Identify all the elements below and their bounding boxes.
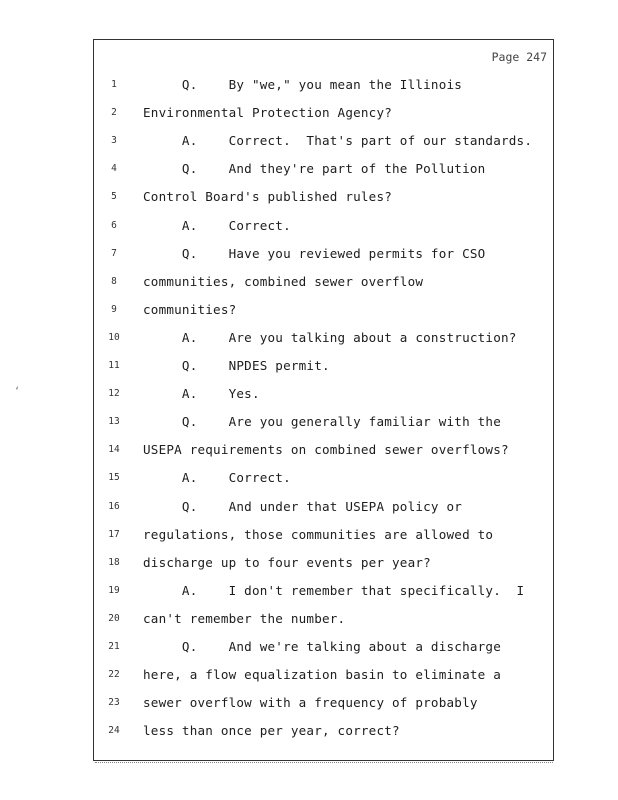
transcript-line: Q. And we're talking about a discharge bbox=[143, 639, 501, 654]
transcript-line: A. Yes. bbox=[143, 386, 260, 402]
transcript-line: Q. Have you reviewed permits for CSO bbox=[143, 245, 486, 261]
transcript-line: Q. By "we," you mean the Illinois bbox=[143, 77, 463, 92]
transcript-line: regulations, those communities are allowed to bbox=[143, 526, 494, 542]
transcript-line: A. Correct. bbox=[143, 217, 291, 233]
transcript-line: USEPA requirements on combined sewer overflows? bbox=[143, 442, 509, 458]
transcript-line: Q. And they're part of the Pollution bbox=[143, 161, 486, 177]
line-number: 4 bbox=[111, 163, 117, 175]
line-number: 10 bbox=[108, 331, 120, 343]
transcript-line: less than once per year, correct? bbox=[143, 723, 400, 739]
transcript-line: communities, combined sewer overflow bbox=[143, 273, 424, 289]
line-number: 15 bbox=[108, 472, 120, 484]
line-number: 3 bbox=[111, 135, 117, 147]
line-number: 12 bbox=[108, 388, 120, 400]
line-number: 18 bbox=[108, 556, 120, 568]
transcript-line: Q. NPDES permit. bbox=[143, 358, 330, 373]
transcript-line: Q. Are you generally familiar with the bbox=[143, 414, 501, 430]
transcript-line: sewer overflow with a frequency of probably bbox=[143, 695, 478, 711]
transcript-line: Control Board's published rules? bbox=[143, 189, 393, 205]
line-number: 13 bbox=[108, 416, 120, 428]
page-number: Page 247 bbox=[491, 50, 547, 64]
line-number: 1 bbox=[111, 79, 117, 90]
line-number: 17 bbox=[108, 528, 120, 540]
transcript-line: Q. And under that USEPA policy or bbox=[143, 498, 463, 514]
bottom-rule bbox=[95, 762, 553, 764]
line-number: 16 bbox=[108, 500, 120, 512]
line-number: 22 bbox=[108, 669, 120, 681]
line-number: 6 bbox=[111, 219, 117, 231]
line-number: 20 bbox=[108, 612, 120, 624]
line-number: 8 bbox=[111, 275, 117, 287]
line-number: 2 bbox=[111, 107, 117, 119]
line-number: 21 bbox=[108, 641, 120, 652]
line-number: 11 bbox=[108, 360, 120, 371]
line-number: 9 bbox=[111, 303, 117, 315]
line-number: 19 bbox=[108, 584, 120, 596]
transcript-line: Environmental Protection Agency? bbox=[143, 105, 393, 121]
line-number: 24 bbox=[108, 725, 120, 737]
transcript-line: A. I don't remember that specifically. I bbox=[143, 582, 525, 598]
transcript-line: communities? bbox=[143, 301, 237, 317]
line-number: 14 bbox=[108, 444, 120, 456]
transcript-line: A. Correct. That's part of our standards. bbox=[143, 133, 533, 149]
transcript-line: here, a flow equalization basin to eliminate a bbox=[143, 667, 501, 683]
line-number: 7 bbox=[111, 247, 117, 259]
transcript-line: can't remember the number. bbox=[143, 610, 346, 626]
transcript-line: discharge up to four events per year? bbox=[143, 554, 431, 570]
margin-mark: ‘ bbox=[14, 386, 21, 397]
transcript-line: A. Are you talking about a construction? bbox=[143, 329, 517, 345]
line-number: 23 bbox=[108, 697, 120, 709]
line-number: 5 bbox=[111, 191, 117, 203]
transcript-line: A. Correct. bbox=[143, 470, 291, 486]
